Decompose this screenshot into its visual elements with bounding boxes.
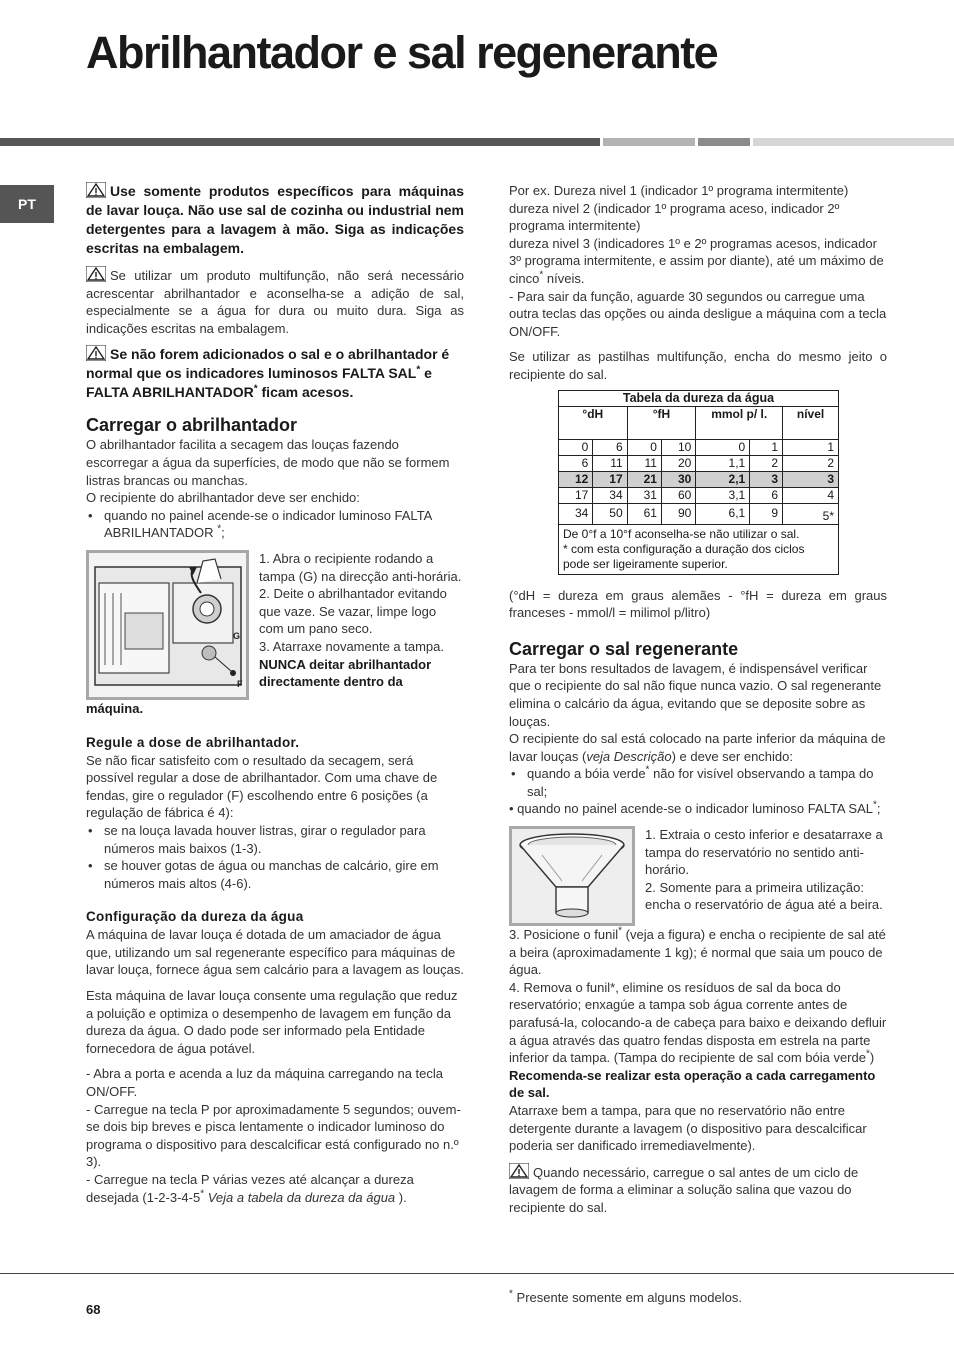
hardness-step-1: - Abra a porta e acenda a luz da máquina carregando na tecla ON/OFF. <box>86 1066 444 1100</box>
header-bar-segment <box>603 138 695 146</box>
hardness-step-3: - Carregue na tecla P várias vezes até alcançar a dureza desejada (1-2-3-4-5* Veja a tabela da dureza da água ). <box>86 1172 414 1205</box>
warning-icon <box>86 182 106 198</box>
salt-close: Atarraxe bem a tampa, para que no reservatório não entre detergente durante a lavagem (o dispositivo para descalcificar poderia ser danificado irremediavelmente). <box>509 1103 867 1154</box>
dose-bullet-1: • se na louça lavada houver listras, girar o regulador para números mais baixos (1-3). <box>86 822 464 857</box>
salt-step-4: 4. Remova o funil*, elimine os resíduos de sal da boca do reservatório; enxagúe a tampa sob água corrente antes de parafusá-la, colocando-a de cabeça para baixo e deixando defluir a água através das quatro fendas disposta em estrela na parte inferior da tampa. (Tampa do recipiente de sal com bóia verde*) <box>509 979 887 1066</box>
exit-function: - Para sair da função, aguarde 30 segundos ou carregue uma outra teclas das opções ou ainda desligue a máquina com a tecla ON/OFF. <box>509 288 887 339</box>
rinse-aid-dispenser-image <box>86 550 249 700</box>
salt-steps: 1. Extraia o cesto inferior e desatarraxe a tampa do reservatório no sentido anti-horário. 2. Somente para a primeira utilização: encha o reservatório de água até a beira. <box>645 827 883 913</box>
hardness-step-2: - Carregue na tecla P por aproximadamente 5 segundos; ouvem-se dois bip breves e pisca lentamente o indicador luminoso do programa o dispositivo para descalcificar está configurado no n.º 3). <box>86 1101 461 1170</box>
section-heading-rinse-aid: Carregar o abrilhantador <box>86 415 298 436</box>
page-number: 68 <box>86 1302 101 1317</box>
page-title: Abrilhantador e sal regenerante <box>86 27 718 78</box>
language-tab: PT <box>0 185 54 223</box>
table-row: 17 34 31 60 3,1 6 4 <box>559 487 839 503</box>
label-g: G <box>233 630 241 641</box>
table-row: 34 50 61 90 6,1 9 5* <box>559 503 839 524</box>
subheading-hardness: Configuração da dureza da água <box>86 909 304 925</box>
warning-icon <box>509 1163 529 1179</box>
table-row-highlighted: 12 17 21 30 2,1 3 3 <box>559 471 839 487</box>
rinse-figure-row <box>86 550 464 700</box>
salt-warning: Quando necessário, carregue o sal antes de um ciclo de lavagem de forma a eliminar a solução salina que vazou do recipiente do sal. <box>509 1164 859 1215</box>
funnel-image <box>509 826 635 926</box>
right-column <box>509 182 887 1217</box>
warning-products: Use somente produtos específicos para máquinas de lavar louça. Não use sal de cozinha ou industrial nem detergentes para a lavagem à mão. Siga as indicações escritas na embalagem. <box>86 183 464 256</box>
warning-indicators: Se não forem adicionados o sal e o abrilhantador é normal que os indicadores luminosos FALTA SAL* e FALTA ABRILHANTADOR* ficam acesos. <box>86 346 450 401</box>
footer-divider <box>0 1273 954 1274</box>
dose-bullet-2: • se houver gotas de água ou manchas de calcário, gire em números mais altos (4-6). <box>86 857 464 892</box>
tablets-note: Se utilizar as pastilhas multifunção, encha do mesmo jeito o recipiente do sal. <box>509 349 887 382</box>
header-bar <box>0 138 600 146</box>
table-header-row: °dH °fH mmol p/ l. nível <box>559 406 839 439</box>
salt-bullet-1: • quando a bóia verde* não for visível observando a tampa do sal; <box>509 765 887 800</box>
dose-text: Se não ficar satisfeito com o resultado da secagem, será possível regular a dose de abrilhantador. Com uma chave de fendas, gire o regulador (F) escolhendo entre 6 posições (a regulação de fábrica é 4): <box>86 752 438 821</box>
salt-p1: Para ter bons resultados de lavagem, é indispensável verificar que o recipiente do sal não fique nunca vazio. O sal regenerante elimina o calcário da água, evitando que se deposite sobre as louças. <box>509 660 882 729</box>
units-legend: (°dH = dureza em graus alemães - °fH = dureza em graus franceses - mmol/l = milimol p/litro) <box>509 587 887 621</box>
example-level-2: dureza nivel 2 (indicador 1º programa aceso, indicador 2º programa intermitente) <box>509 200 840 234</box>
example-level-1: Por ex. Dureza nivel 1 (indicador 1º programa intermitente) <box>509 183 849 198</box>
salt-recommend: Recomenda-se realizar esta operação a cada carregamento de sal. <box>509 1067 876 1101</box>
header-bar-segment <box>753 138 954 146</box>
subheading-dose: Regule a dose de abrilhantador. <box>86 734 300 750</box>
hardness-p2: Esta máquina de lavar louça consente uma regulação que reduz a poluição e optimiza o desempenho de lavagem em função da dureza da água. O dado pode ser informado pela Entidade fornecedora de água potável. <box>86 988 458 1056</box>
label-f: F <box>237 678 243 689</box>
warning-multifunction: Se utilizar um produto multifunção, não será necessário acrescentar abrilhantador e aconselha-se a adição de sal, especialmente se a água for dura ou muito dura. Siga as indicações escritas na embalagem. <box>86 268 464 336</box>
warning-icon <box>86 345 106 361</box>
salt-step-3: 3. Posicione o funil* (veja a figura) e encha o recipiente de sal até a beira (aproximadamente 1 kg); é normal que saia um pouco de água. <box>509 925 886 978</box>
salt-figure-row <box>509 826 887 926</box>
left-column <box>86 182 464 1206</box>
rinse-steps: 1. Abra o recipiente rodando a tampa (G) na direcção anti-horária. 2. Deite o abrilhantador evitando que vaze. Se vazar, limpe logo com um pano seco. 3. Atarraxe novamente a tampa. NUNCA deitar abrilhantador directamente dentro da <box>259 550 462 690</box>
rinse-intro: O abrilhantador facilita a secagem das louças fazendo escorregar a água da superfícies, de modo que não se formem listras brancas ou manchas. <box>86 437 450 488</box>
salt-bullet-2: • quando no painel acende-se o indicador luminoso FALTA SAL*; <box>509 800 881 817</box>
header-bar-segment <box>698 138 750 146</box>
hardness-table <box>558 390 839 575</box>
rinse-never-end: máquina. <box>86 700 144 716</box>
hardness-p1: A máquina de lavar louça é dotada de um amaciador de água que, utilizando um sal regenerante específico para máquinas de lavar louça, fornece água sem calcário para a lavagem as louças. <box>86 927 464 978</box>
table-row: 0 6 0 10 0 1 1 <box>559 439 839 455</box>
example-level-3: dureza nivel 3 (indicadores 1º e 2º programas acesos, indicador 3º programa intermitente, e assim por diante), até um máximo de cinco* níveis. <box>509 235 884 286</box>
warning-icon <box>86 266 106 282</box>
rinse-fill: O recipiente do abrilhantador deve ser enchido: <box>86 490 360 506</box>
section-heading-salt: Carregar o sal regenerante <box>509 638 739 659</box>
salt-p2: O recipiente do sal está colocado na parte inferior da máquina de lavar louças (veja Descrição) e deve ser enchido: <box>509 731 886 764</box>
rinse-bullet: • quando no painel acende-se o indicador luminoso FALTA ABRILHANTADOR *; <box>86 507 464 542</box>
table-caption: Tabela da dureza da água <box>559 390 839 406</box>
table-row: 6 11 11 20 1,1 2 2 <box>559 455 839 471</box>
footnote: * Presente somente em alguns modelos. <box>509 1288 742 1305</box>
table-note: De 0°f a 10°f aconselha-se não utilizar o sal. * com esta configuração a duração dos ciclos pode ser ligeiramente superior. <box>559 524 839 574</box>
